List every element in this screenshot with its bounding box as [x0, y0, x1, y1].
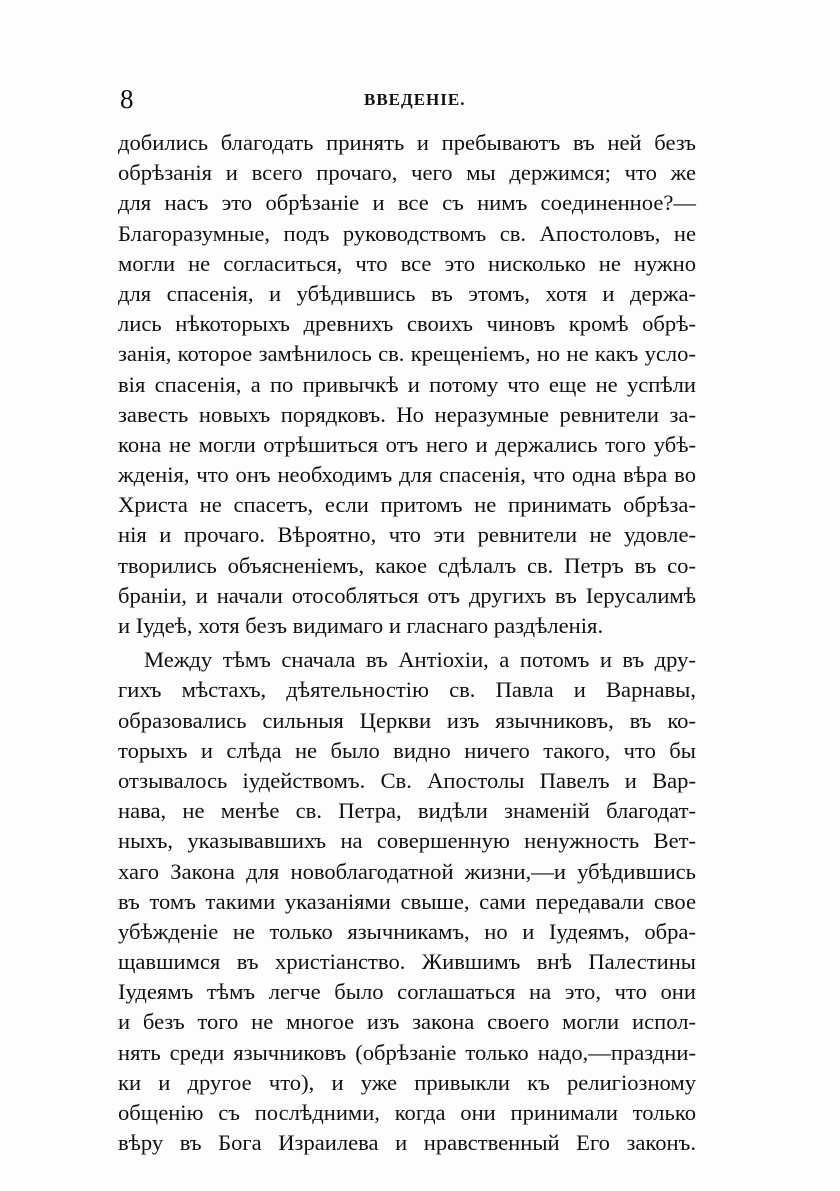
text-line: для насъ это обрѣзаніе и все съ нимъ соединенное?— [118, 190, 696, 216]
text-line: Іудеямъ тѣмъ легче было соглашаться на это, что они [118, 979, 696, 1005]
page-header [118, 84, 696, 118]
text-line: кона не могли отрѣшиться отъ него и держались того убѣ- [118, 431, 696, 457]
text-line: вѣру въ Бога Израилева и нравственный Его законъ. [118, 1130, 696, 1156]
text-line: отзывалось іудействомъ. Св. Апостолы Павелъ и Вар- [118, 767, 696, 793]
text-line: лись нѣкоторыхъ древнихъ своихъ чиновъ кромѣ обрѣ- [118, 311, 696, 337]
text-line: Между тѣмъ сначала въ Антіохіи, а потомъ и въ дру- [144, 647, 696, 673]
text-line: нять среди язычниковъ (обрѣзаніе только надо,—праздни- [118, 1039, 696, 1065]
text-line: обрѣзанія и всего прочаго, чего мы держимся; что же [118, 160, 696, 186]
text-line: завесть новыхъ порядковъ. Но неразумные ревнители за- [118, 401, 696, 427]
text-line: Благоразумные, подъ руководствомъ св. Апостоловъ, не [118, 220, 696, 246]
page-number: 8 [120, 84, 134, 114]
text-line: и Іудеѣ, хотя безъ видимаго и гласнаго раздѣленія. [118, 613, 604, 638]
text-line: жденія, что онъ необходимъ для спасенія, что одна вѣра во [118, 462, 696, 488]
text-line: ки и другое что), и уже привыкли къ религіозному [118, 1069, 696, 1095]
paragraph-2 [118, 645, 696, 1158]
running-head: ВВЕДЕНІЕ. [364, 90, 466, 109]
text-line: ныхъ, указывавшихъ на совершенную ненужность Вет- [118, 828, 696, 854]
text-line: могли не согласиться, что все это нисколько не нужно [118, 250, 696, 276]
paragraph-1 [118, 128, 696, 641]
text-line: торыхъ и слѣда не было видно ничего такого, что бы [118, 737, 696, 763]
text-line: занія, которое замѣнилось св. крещеніемъ, но не какъ усло- [118, 341, 696, 367]
text-line: браніи, и начали отособляться отъ другихъ въ Іерусалимѣ [118, 582, 696, 608]
text-line: гихъ мѣстахъ, дѣятельностію св. Павла и Варнавы, [118, 677, 696, 703]
text-line: щавшимся въ христіанство. Жившимъ внѣ Палестины [118, 949, 696, 975]
text-line: нава, не менѣе св. Петра, видѣли знаменій благодат- [118, 798, 696, 824]
text-line: вія спасенія, а по привычкѣ и потому что еще не успѣли [118, 371, 696, 397]
text-line: общенію съ послѣдними, когда они принимали только [118, 1100, 696, 1125]
text-line: нія и прочаго. Вѣроятно, что эти ревнители не удовле- [118, 522, 696, 548]
text-line: хаго Закона для новоблагодатной жизни,—и убѣдившись [118, 858, 696, 884]
text-line: творились объясненіемъ, какое сдѣлалъ св. Петръ въ со- [118, 552, 696, 578]
text-line: Христа не спасетъ, если притомъ не принимать обрѣза- [118, 492, 696, 518]
body-text [118, 128, 696, 1158]
text-line: образовались сильныя Церкви изъ язычниковъ, въ ко- [118, 707, 696, 733]
text-line: и безъ того не многое изъ закона своего могли испол- [118, 1009, 696, 1035]
text-line: для спасенія, и убѣдившись въ этомъ, хотя и держа- [118, 280, 696, 306]
text-line: въ томъ такими указаніями свыше, сами передавали свое [118, 888, 696, 914]
text-line: добились благодать принять и пребываютъ въ ней безъ [118, 130, 696, 155]
text-line: убѣжденіе не только язычникамъ, но и Іудеямъ, обра- [118, 918, 696, 944]
